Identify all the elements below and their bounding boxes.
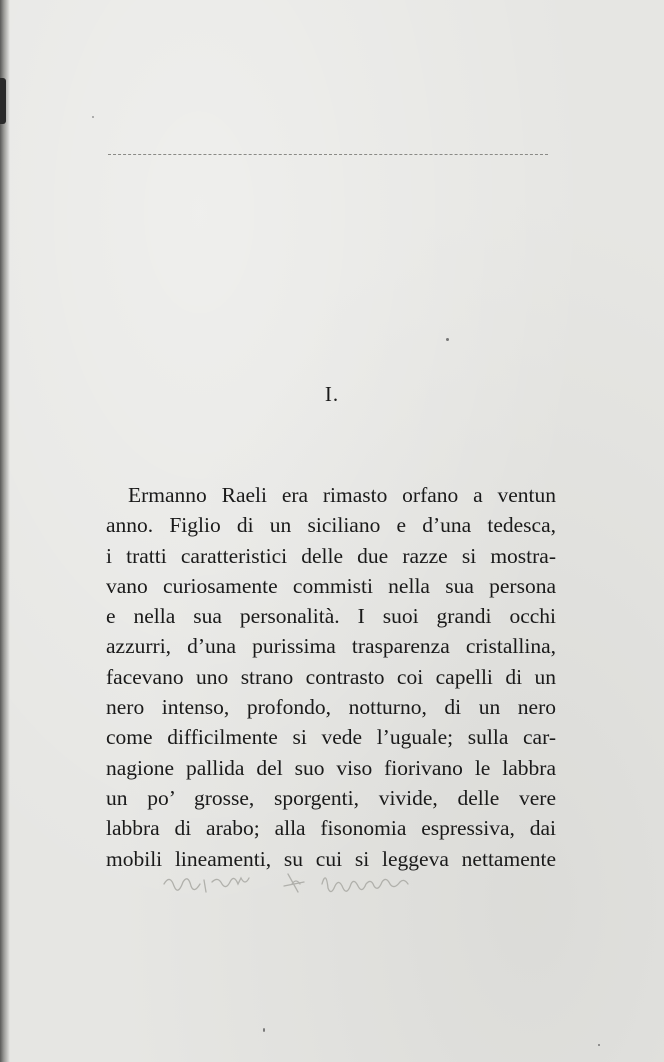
paper-speck — [598, 1044, 600, 1046]
text-line: nero intenso, profondo, notturno, di un nero — [106, 695, 556, 720]
paper-speck — [263, 1028, 265, 1032]
text-line: mobili lineamenti, su cui si leggeva nettamente — [106, 846, 556, 871]
text-line: nagione pallida del suo viso fiorivano le labbra — [106, 755, 556, 780]
text-line: anno. Figlio di un siciliano e d’una tedesca, — [106, 513, 556, 538]
paper-speck — [446, 338, 449, 341]
text-line: facevano uno strano contrasto coi capelli di un — [106, 664, 556, 689]
text-line: labbra di arabo; alla fisonomia espressiva, dai — [106, 816, 556, 841]
paper-speck — [92, 116, 94, 118]
page-gutter-shadow — [0, 0, 10, 1062]
body-paragraph — [106, 480, 556, 874]
text-line: Ermanno Raeli era rimasto orfano a ventun — [128, 483, 556, 507]
text-line: i tratti caratteristici delle due razze si mostra- — [106, 543, 556, 568]
pencil-annotation — [160, 862, 450, 902]
chapter-heading: I. — [324, 382, 340, 406]
text-line: vano curiosamente commisti nella sua persona — [106, 573, 556, 598]
binding-mark — [0, 78, 6, 124]
text-line: come difficilmente si vede l’uguale; sulla car- — [106, 725, 556, 750]
header-rule — [108, 154, 548, 155]
text-line: azzurri, d’una purissima trasparenza cristallina, — [106, 634, 556, 659]
text-line: un po’ grosse, sporgenti, vivide, delle vere — [106, 785, 556, 810]
text-line: e nella sua personalità. I suoi grandi occhi — [106, 604, 556, 629]
